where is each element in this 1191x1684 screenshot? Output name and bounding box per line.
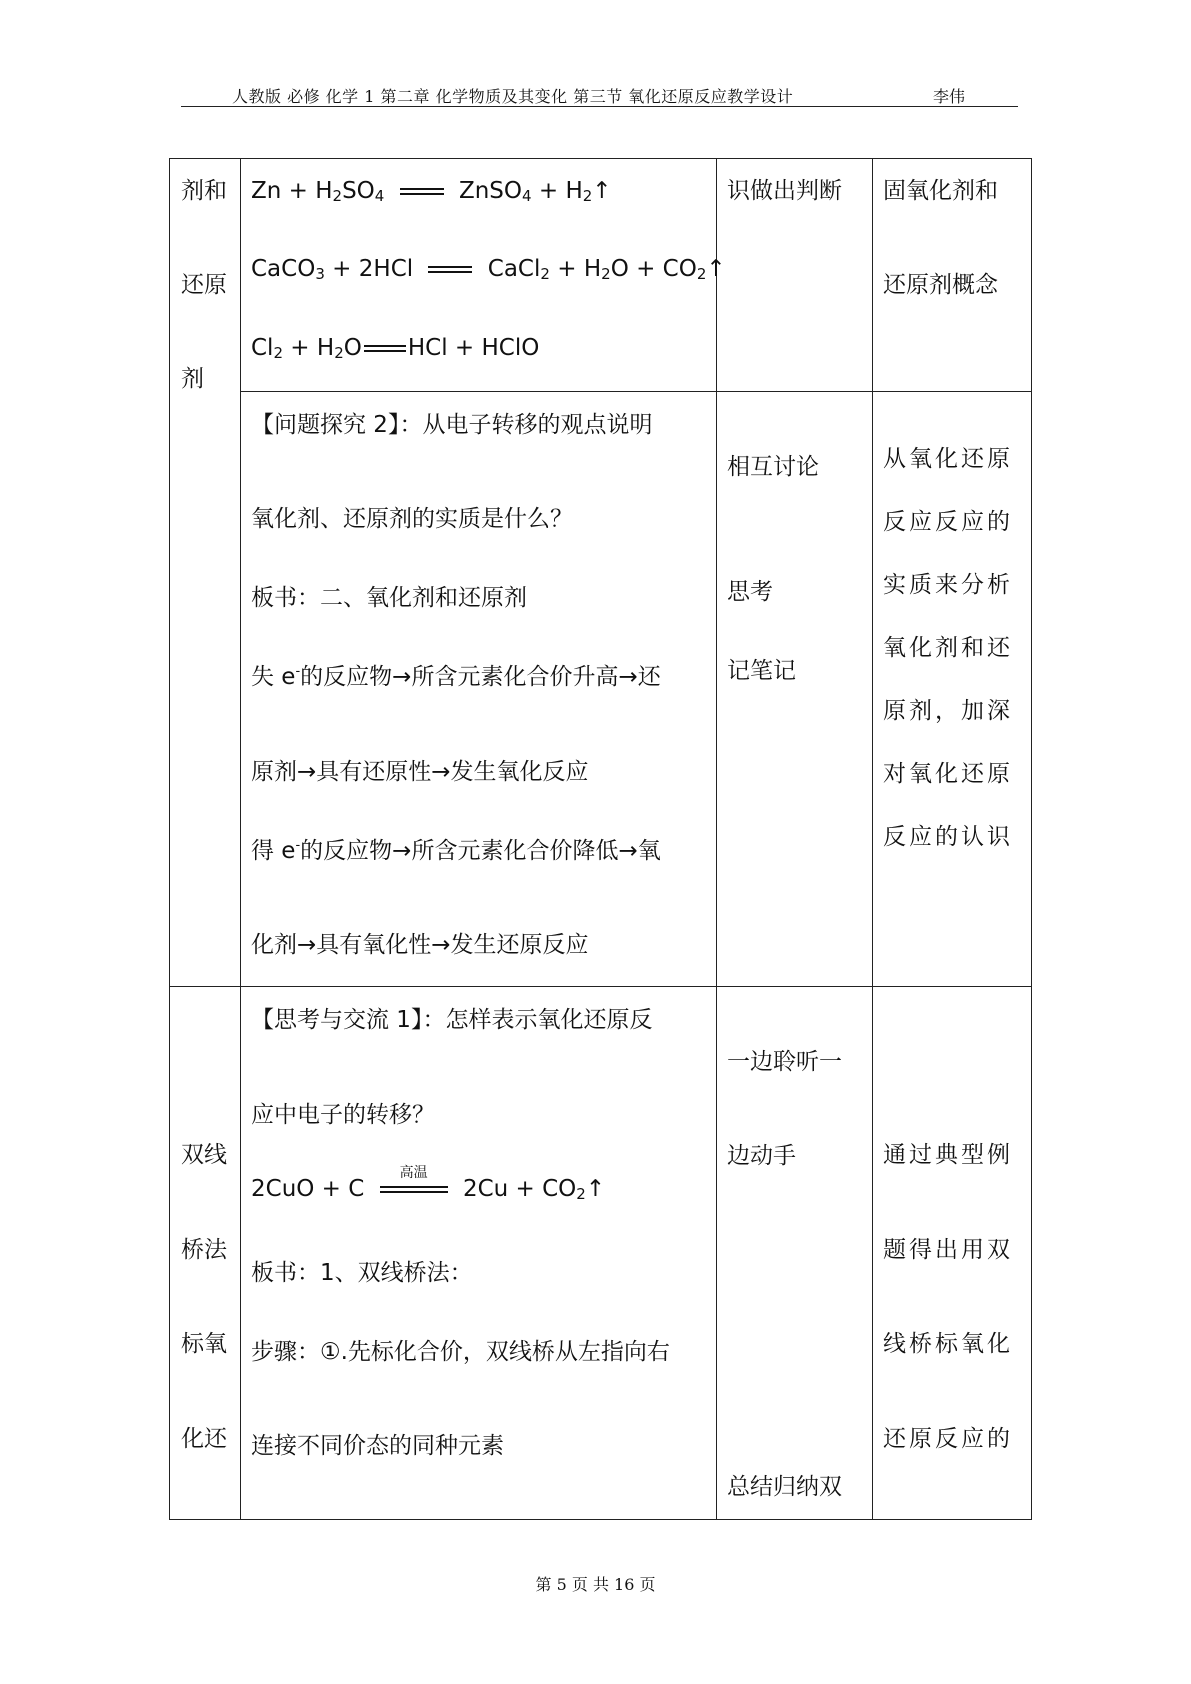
design-purpose: 原剂，加深: [883, 698, 1013, 724]
page-header: [181, 80, 1018, 107]
equation-cl2: $Cl_2 + H_2O$ HCl + HClO: [251, 335, 540, 362]
design-purpose: 对氧化还原: [883, 761, 1013, 787]
col-divider-1: [240, 158, 241, 1520]
equals-sign: [428, 265, 472, 275]
equation-cuo: 2CuO + C 高温 $2Cu + CO_2↑$: [251, 1164, 606, 1203]
content-line: 应中电子的转移？: [251, 1102, 435, 1128]
blackboard-note: 板书：1、双线桥法：: [251, 1260, 473, 1286]
problem-inquiry-2: 【问题探究 2】：从电子转移的观点说明: [251, 412, 653, 438]
reaction-condition: 高温: [399, 1164, 428, 1181]
col-divider-2: [716, 158, 717, 1520]
topic-text: 剂: [181, 366, 204, 392]
topic-text: 双线: [181, 1142, 227, 1168]
header-title: 人教版 必修 化学 1 第二章 化学物质及其变化 第三节 氧化还原反应教学设计: [232, 87, 794, 106]
design-purpose: 通过典型例: [883, 1142, 1013, 1168]
student-activity: 一边聆听一: [727, 1049, 842, 1075]
topic-text: 桥法: [181, 1237, 227, 1263]
content-line: 连接不同价态的同种元素: [251, 1433, 504, 1459]
equals-sign: [380, 1164, 448, 1195]
student-activity: 总结归纳双: [727, 1474, 842, 1500]
col-divider-3: [872, 158, 873, 1520]
content-line: 化剂→具有氧化性→发生还原反应: [251, 932, 589, 958]
content-line: 步骤：①.先标化合价，双线桥从左指向右: [251, 1339, 670, 1365]
student-activity: 相互讨论: [727, 454, 819, 480]
design-purpose: 从氧化还原: [883, 446, 1013, 472]
content-line: 得 e-的反应物→所含元素化合价降低→氧: [251, 838, 661, 864]
design-purpose: 反应反应的: [883, 509, 1013, 535]
page-number: 第 5 页 共 16 页: [535, 1575, 656, 1594]
content-line: 原剂→具有还原性→发生氧化反应: [251, 759, 589, 785]
content-line: 氧化剂、还原剂的实质是什么？: [251, 506, 573, 532]
row-divider-2: [169, 986, 1032, 987]
design-purpose: 题得出用双: [883, 1237, 1013, 1263]
design-purpose: 实质来分析: [883, 572, 1013, 598]
think-exchange-1: 【思考与交流 1】：怎样表示氧化还原反: [251, 1007, 653, 1033]
row-divider-1: [240, 391, 1032, 392]
equation-caco3: CaCO$_3$ + 2HCl CaCl$_2$ + $H_2O$ + $CO_2↑$: [251, 256, 726, 283]
design-purpose: 还原反应的: [883, 1426, 1013, 1452]
equation-zn: $Zn + H_2SO_4$ ZnSO$_4$ + $H_2↑$: [251, 178, 612, 205]
blackboard-note: 板书：二、氧化剂和还原剂: [251, 585, 527, 611]
design-purpose: 反应的认识: [883, 824, 1013, 850]
equals-sign: [364, 344, 406, 354]
design-purpose: 还原剂概念: [883, 272, 998, 298]
header-author: 李伟: [933, 87, 966, 106]
topic-text: 化还: [181, 1426, 227, 1452]
student-activity: 识做出判断: [727, 178, 842, 204]
topic-text: 还原: [181, 272, 227, 298]
design-purpose: 氧化剂和还: [883, 635, 1013, 661]
student-activity: 记笔记: [727, 658, 796, 684]
content-line: 失 e-的反应物→所含元素化合价升高→还: [251, 664, 661, 690]
topic-text: 标氧: [181, 1331, 227, 1357]
equals-sign: [400, 187, 444, 197]
student-activity: 思考: [727, 579, 773, 605]
student-activity: 边动手: [727, 1143, 796, 1169]
design-purpose: 固氧化剂和: [883, 178, 998, 204]
design-purpose: 线桥标氧化: [883, 1331, 1013, 1357]
topic-text: 剂和: [181, 178, 227, 204]
